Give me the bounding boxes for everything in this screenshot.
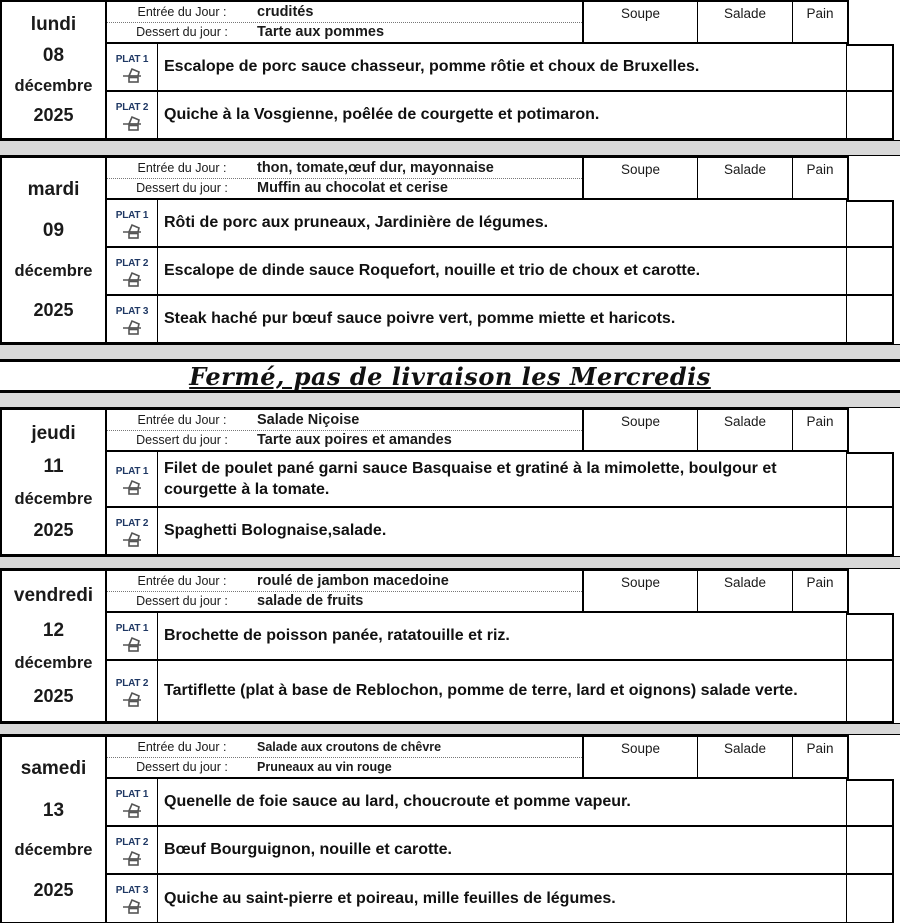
dish-row [107,613,894,661]
day-month: décembre [14,654,93,673]
serving-dish-icon [120,690,144,707]
plat-label: PLAT 2 [115,101,149,113]
plat-label: PLAT 1 [115,465,149,477]
dish-row [107,296,894,344]
day-year: 2025 [33,879,74,900]
dish-row [107,200,894,248]
dessert-value: salade de fruits [257,593,364,610]
dish-text: Brochette de poisson panée, ratatouille et riz. [158,613,847,659]
day-name: samedi [20,758,87,780]
soupe-column-header: Soupe [584,410,698,450]
soupe-column-header: Soupe [584,2,698,42]
salade-column-header: Salade [698,2,793,42]
entree-value: thon, tomate,œuf dur, mayonnaise [257,159,494,176]
plat-badge [107,875,158,922]
entree-value: roulé de jambon macedoine [257,572,449,589]
pain-column-header: Pain [806,414,834,429]
day-month: décembre [14,76,93,95]
dessert-label: Dessert du jour : [136,25,228,40]
starter-dessert-header [107,408,849,452]
dessert-value: Pruneaux au vin rouge [257,760,392,775]
plat-label: PLAT 1 [115,53,149,65]
dish-row [107,452,894,508]
salade-column-header: Salade [698,737,793,777]
day-date: 12 [42,619,65,641]
checkbox-cell [847,200,892,246]
day-header-friday [2,569,107,723]
entree-label: Entrée du Jour : [137,160,227,175]
entree-label: Entrée du Jour : [137,739,227,754]
pain-column-header: Pain [806,575,834,590]
soupe-column-header: Soupe [584,158,698,198]
plat-badge [107,661,158,721]
separator-bar [0,723,900,735]
serving-dish-icon [120,478,144,495]
dish-row [107,248,894,296]
plat-badge [107,827,158,873]
checkbox-cell [847,613,892,659]
pain-column-header: Pain [806,741,834,756]
plat-label: PLAT 2 [115,836,149,848]
salade-column-header: Salade [698,571,793,611]
serving-dish-icon [120,66,144,83]
day-date: 08 [42,45,65,67]
starter-dessert-header [107,735,849,779]
day-name: vendredi [13,585,94,607]
day-year: 2025 [33,519,74,540]
day-month: décembre [14,261,93,280]
dish-text: Filet de poulet pané garni sauce Basquaise et gratiné à la mimolette, boulgour et courgette à la tomate. [158,452,847,506]
starter-dessert-header [107,569,849,613]
checkbox-cell [847,296,892,342]
day-block-friday [0,569,894,723]
entree-value: Salade aux croutons de chêvre [257,739,442,754]
checkbox-cell [847,508,892,554]
checkbox-cell [847,44,892,90]
dessert-label: Dessert du jour : [136,181,228,196]
plat-label: PLAT 2 [115,677,149,689]
plat-badge [107,296,158,342]
plat-badge [107,44,158,90]
dessert-value: Tarte aux poires et amandes [257,432,452,449]
entree-label: Entrée du Jour : [137,412,227,427]
day-date: 13 [42,799,65,821]
day-date: 11 [43,456,64,478]
plat-label: PLAT 1 [115,622,149,634]
plat-label: PLAT 1 [115,788,149,800]
separator-bar [0,392,900,408]
plat-label: PLAT 2 [115,257,149,269]
plat-badge [107,200,158,246]
dish-text: Quiche à la Vosgienne, poêlée de courgette et potimaron. [158,92,847,138]
dessert-value: Tarte aux pommes [257,24,385,41]
dessert-label: Dessert du jour : [136,760,228,775]
soupe-column-header: Soupe [584,737,698,777]
separator-bar [0,556,900,569]
dessert-label: Dessert du jour : [136,594,228,609]
dish-text: Quenelle de foie sauce au lard, choucroute et pomme vapeur. [158,779,847,825]
dish-text: Quiche au saint-pierre et poireau, mille feuilles de légumes. [158,875,847,922]
checkbox-cell [847,875,892,922]
dessert-label: Dessert du jour : [136,433,228,448]
day-block-saturday [0,735,894,923]
plat-badge [107,92,158,138]
checkbox-cell [847,779,892,825]
day-month: décembre [14,489,93,508]
dessert-value: Muffin au chocolat et cerise [257,180,448,197]
serving-dish-icon [120,635,144,652]
day-block-monday [0,0,894,140]
day-year: 2025 [33,685,74,706]
dish-row [107,827,894,875]
plat-badge [107,508,158,554]
salade-column-header: Salade [698,158,793,198]
checkbox-cell [847,248,892,294]
plat-badge [107,779,158,825]
checkbox-cell [847,92,892,138]
day-block-tuesday [0,156,894,344]
checkbox-cell [847,661,892,721]
plat-badge [107,613,158,659]
plat-badge [107,452,158,506]
day-header-tuesday [2,156,107,344]
day-header-thursday [2,408,107,556]
serving-dish-icon [120,270,144,287]
day-year: 2025 [33,105,74,126]
day-header-monday [2,0,107,140]
dish-text: Bœuf Bourguignon, nouille et carotte. [158,827,847,873]
day-name: lundi [30,13,77,35]
plat-label: PLAT 1 [115,209,149,221]
pain-column-header: Pain [806,162,834,177]
entree-value: Salade Niçoise [257,411,360,428]
dish-row [107,44,894,92]
serving-dish-icon [120,530,144,547]
serving-dish-icon [120,114,144,131]
separator-bar [0,344,900,360]
day-name: mardi [27,179,80,201]
closed-notice-text: Fermé, pas de livraison les Mercredis [189,361,711,391]
plat-badge [107,248,158,294]
entree-value: crudités [257,3,314,20]
plat-label: PLAT 2 [115,517,149,529]
dish-row [107,779,894,827]
day-month: décembre [14,841,93,860]
dish-row [107,661,894,723]
dish-row [107,92,894,140]
wednesday-closed-banner [0,360,900,392]
dish-text: Steak haché pur bœuf sauce poivre vert, pomme miette et haricots. [158,296,847,342]
dish-text: Tartiflette (plat à base de Reblochon, pomme de terre, lard et oignons) salade verte. [158,661,847,721]
dish-text: Rôti de porc aux pruneaux, Jardinière de légumes. [158,200,847,246]
dish-row [107,508,894,556]
dish-text: Escalope de porc sauce chasseur, pomme rôtie et choux de Bruxelles. [158,44,847,90]
serving-dish-icon [120,801,144,818]
pain-column-header: Pain [806,6,834,21]
soupe-column-header: Soupe [584,571,698,611]
serving-dish-icon [120,222,144,239]
plat-label: PLAT 3 [115,305,149,317]
checkbox-cell [847,452,892,506]
day-block-thursday [0,408,894,556]
separator-bar [0,140,900,156]
salade-column-header: Salade [698,410,793,450]
starter-dessert-header [107,156,849,200]
plat-label: PLAT 3 [115,885,149,896]
starter-dessert-header [107,0,849,44]
entree-label: Entrée du Jour : [137,573,227,588]
day-year: 2025 [33,299,74,320]
serving-dish-icon [120,318,144,335]
dish-row [107,875,894,923]
serving-dish-icon [120,897,144,914]
dish-text: Spaghetti Bolognaise,salade. [158,508,847,554]
dish-text: Escalope de dinde sauce Roquefort, nouille et trio de choux et carotte. [158,248,847,294]
serving-dish-icon [120,849,144,866]
day-header-saturday [2,735,107,923]
entree-label: Entrée du Jour : [137,4,227,19]
day-name: jeudi [31,423,76,445]
checkbox-cell [847,827,892,873]
day-date: 09 [42,220,65,242]
